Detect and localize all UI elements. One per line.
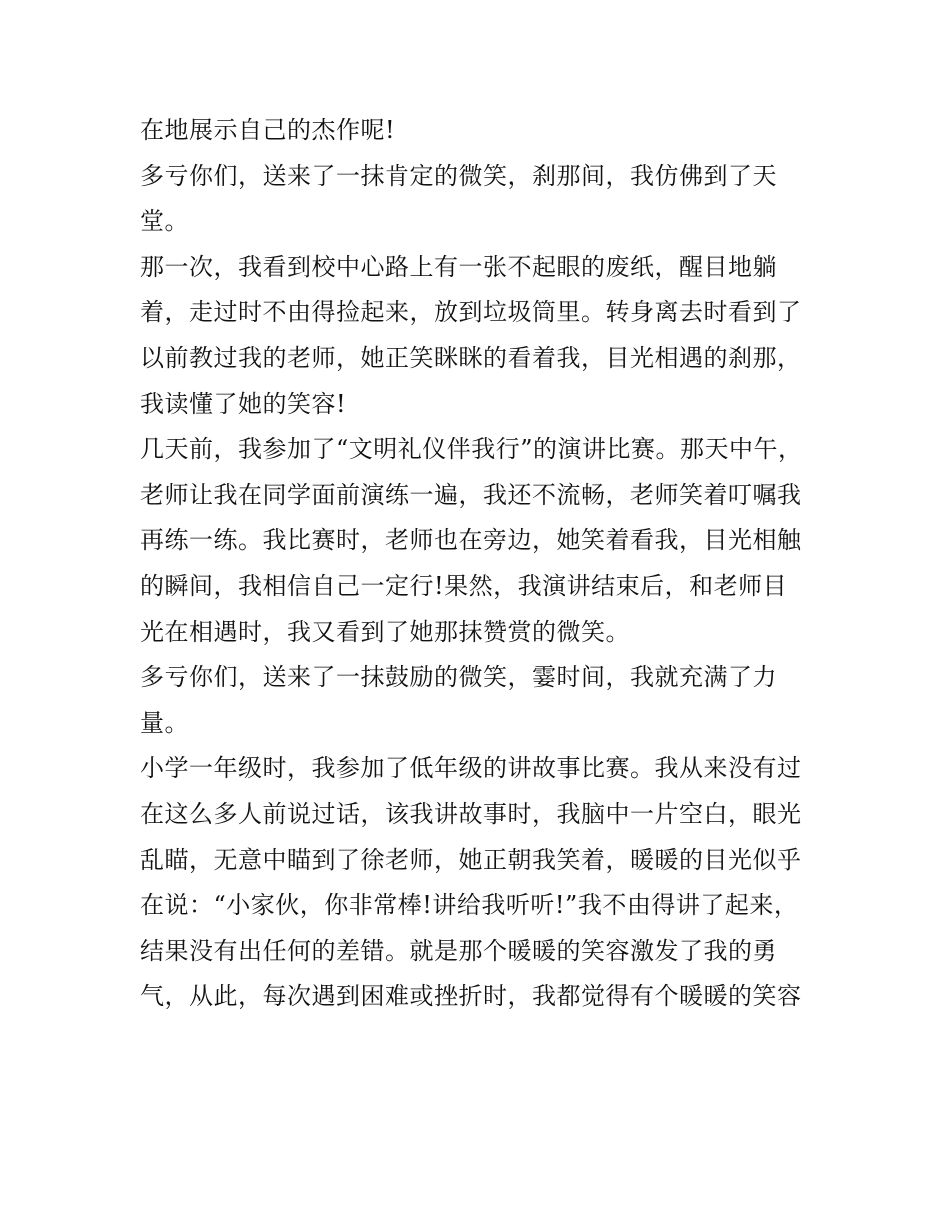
text-line: 堂。: [140, 207, 189, 236]
text-line: 光在相遇时，我又看到了她那抹赞赏的微笑。: [140, 617, 630, 646]
text-line: 老师让我在同学面前演练一遍，我还不流畅，老师笑着叮嘱我: [140, 480, 802, 509]
body-text: [140, 108, 820, 1020]
text-line: 再练一练。我比赛时，老师也在旁边，她笑着看我，目光相触: [140, 526, 802, 555]
text-line: 那一次，我看到校中心路上有一张不起眼的废纸，醒目地躺: [140, 252, 777, 281]
text-line: 乱瞄，无意中瞄到了徐老师，她正朝我笑着，暖暖的目光似乎: [140, 845, 802, 874]
text-line: 结果没有出任何的差错。就是那个暖暖的笑容激发了我的勇: [140, 936, 777, 965]
text-line: 多亏你们，送来了一抹鼓励的微笑，霎时间，我就充满了力: [140, 663, 777, 692]
text-line: 我读懂了她的笑容!: [140, 389, 347, 418]
text-line: 气，从此，每次遇到困难或挫折时，我都觉得有个暖暖的笑容: [140, 982, 802, 1011]
text-line: 着，走过时不由得捡起来，放到垃圾筒里。转身离去时看到了: [140, 298, 802, 327]
text-line: 在说：“小家伙，你非常棒!讲给我听听!”我不由得讲了起来，: [140, 891, 799, 920]
text-line: 在地展示自己的杰作呢!: [140, 116, 396, 144]
text-line: 量。: [140, 708, 189, 737]
text-line: 在这么多人前说过话，该我讲故事时，我脑中一片空白，眼光: [140, 799, 802, 828]
text-line: 小学一年级时，我参加了低年级的讲故事比赛。我从来没有过: [140, 754, 802, 783]
text-line: 多亏你们，送来了一抹肯定的微笑，刹那间，我仿佛到了天: [140, 161, 777, 190]
text-line: 以前教过我的老师，她正笑眯眯的看着我，目光相遇的刹那，: [140, 343, 802, 372]
text-line: 几天前，我参加了“文明礼仪伴我行”的演讲比赛。那天中午，: [140, 435, 803, 464]
text-line: 的瞬间，我相信自己一定行!果然，我演讲结束后，和老师目: [140, 571, 788, 600]
